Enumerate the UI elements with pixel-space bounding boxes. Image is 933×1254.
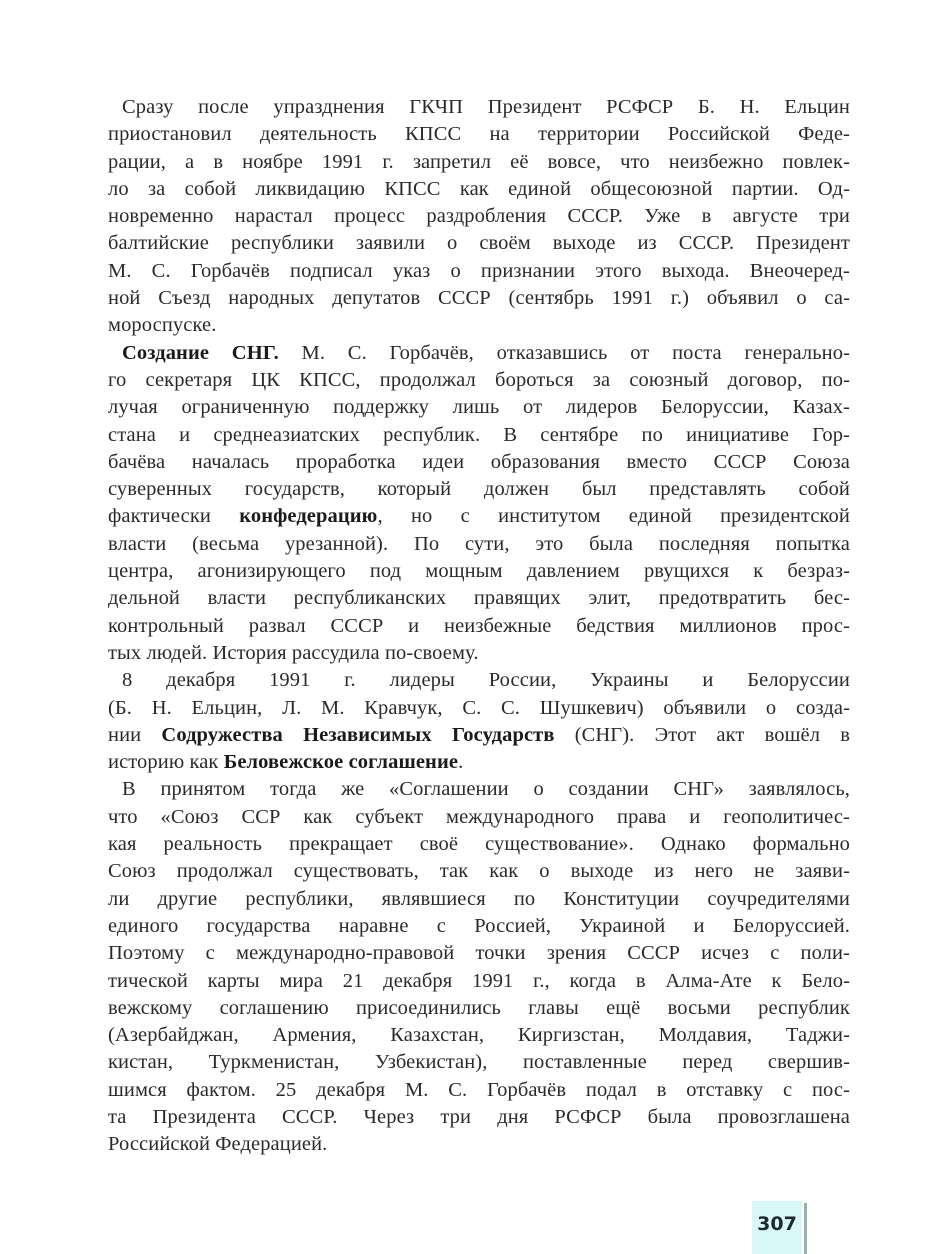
text-line: М. С. Горбачёв подписал указ о признании этого выхода. Внеочеред- <box>108 259 850 282</box>
text-line: дельной власти республиканских правящих элит, предотвратить бес- <box>108 587 850 610</box>
text-line: го секретаря ЦК КПСС, продолжал бороться за союзный договор, по- <box>108 368 850 391</box>
text-line: ли другие республики, являвшиеся по Конституции соучредителями <box>108 887 850 910</box>
text-line: та Президента СССР. Через три дня РСФСР была провозглашена <box>108 1105 850 1128</box>
bold-term: конфедерацию <box>239 505 378 528</box>
text-line: (Азербайджан, Армения, Казахстан, Киргизстан, Молдавия, Таджи- <box>108 1024 850 1047</box>
text-line: что «Союз ССР как субъект международного права и геополитичес- <box>108 805 850 828</box>
paragraph <box>108 667 850 776</box>
page-number-badge <box>752 1201 812 1254</box>
section-heading: Создание СНГ. <box>122 341 279 364</box>
paragraph <box>108 776 850 1158</box>
text-line: лучая ограниченную поддержку лишь от лидеров Белоруссии, Казах- <box>108 396 850 419</box>
text-line: Союз продолжал существовать, так как о выходе из него не заяви- <box>108 860 850 883</box>
text-line: тической карты мира 21 декабря 1991 г., когда в Алма-Ате к Бело- <box>108 969 850 992</box>
text-line: стана и среднеазиатских республик. В сентябре по инициативе Гор- <box>108 423 850 446</box>
text-line: историю как Беловежское соглашение. <box>108 751 464 774</box>
text-line: Поэтому с международно-правовой точки зрения СССР исчез с поли- <box>108 942 850 965</box>
text-line: тых людей. История рассудила по-своему. <box>108 641 479 664</box>
text-line: ло за собой ликвидацию КПСС как единой общесоюзной партии. Од- <box>108 177 850 200</box>
text-line: фактически конфедерацию, но с институтом единой президентской <box>108 505 850 528</box>
text-line: суверенных государств, который должен был представлять собой <box>108 478 850 501</box>
text-line: бачёва началась проработка идеи образования вместо СССР Союза <box>108 450 850 473</box>
text-line: мороспуске. <box>108 314 217 337</box>
page-number: 307 <box>752 1201 802 1254</box>
paragraph <box>108 94 850 340</box>
text-line: кая реальность прекращает своё существование». Однако формально <box>108 833 850 856</box>
paragraph <box>108 340 850 668</box>
textbook-page-body <box>108 94 850 1159</box>
bold-term: Содружества Независимых Государств <box>161 723 555 746</box>
bold-term: Беловежское соглашение <box>223 751 459 774</box>
text-line: шимся фактом. 25 декабря М. С. Горбачёв подал в отставку с пос- <box>108 1078 850 1101</box>
text-line: ной Съезд народных депутатов СССР (сентябрь 1991 г.) объявил о са- <box>108 287 850 310</box>
text-line: новременно нарастал процесс раздробления СССР. Уже в августе три <box>108 205 850 228</box>
text-line: кистан, Туркменистан, Узбекистан), поставленные перед свершив- <box>108 1051 850 1074</box>
text-line: балтийские республики заявили о своём выходе из СССР. Президент <box>108 232 850 255</box>
text-line: Российской Федерацией. <box>108 1133 328 1156</box>
text-line: (Б. Н. Ельцин, Л. М. Кравчук, С. С. Шушкевич) объявили о созда- <box>108 696 850 719</box>
text-line: рации, а в ноябре 1991 г. запретил её вовсе, что неизбежно повлек- <box>108 150 850 173</box>
text-line: Создание СНГ. М. С. Горбачёв, отказавшись от поста генерально- <box>122 341 850 364</box>
text-line: вежскому соглашению присоединились главы ещё восьми республик <box>108 996 850 1019</box>
text-line: нии Содружества Независимых Государств (СНГ). Этот акт вошёл в <box>108 723 851 746</box>
text-line: единого государства наравне с Россией, Украиной и Белоруссией. <box>108 914 850 937</box>
text-line: власти (весьма урезанной). По сути, это была последняя попытка <box>108 532 850 555</box>
text-line: Сразу после упразднения ГКЧП Президент РСФСР Б. Н. Ельцин <box>122 96 850 118</box>
text-line: контрольный развал СССР и неизбежные бедствия миллионов прос- <box>108 614 850 637</box>
text-line: центра, агонизирующего под мощным давлением рвущихся к безраз- <box>108 560 850 583</box>
text-line: 8 декабря 1991 г. лидеры России, Украины и Белоруссии <box>122 669 850 692</box>
text-line: приостановил деятельность КПСС на территории Российской Феде- <box>108 123 850 146</box>
page-edge-rule <box>804 1203 807 1254</box>
text-line: В принятом тогда же «Соглашении о создании СНГ» заявлялось, <box>122 778 850 801</box>
